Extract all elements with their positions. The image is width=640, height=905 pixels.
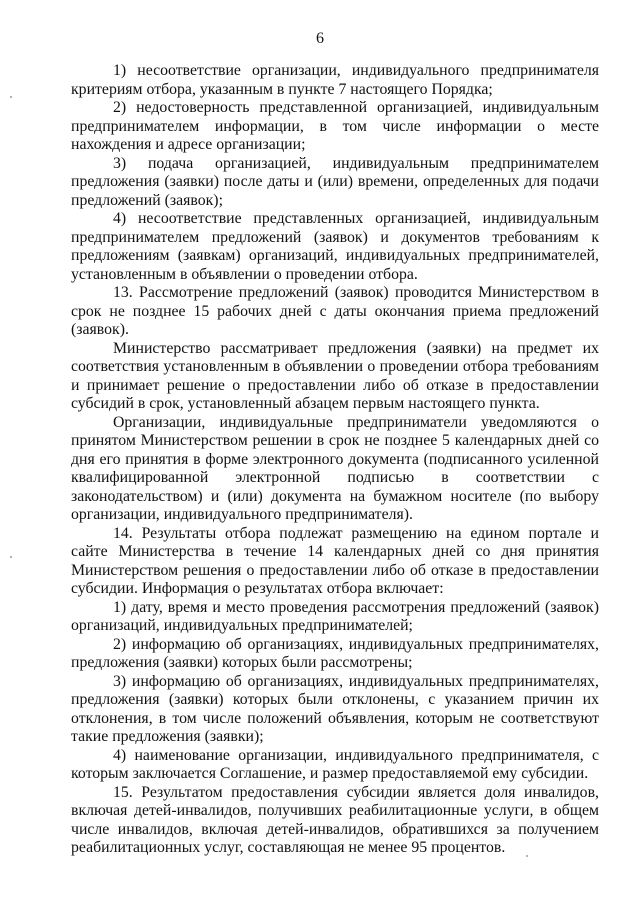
paragraph-result-item-1: 1) дату, время и место проведения рассмотрения предложений (заявок) организаций, индивидуальных предпринимателей; xyxy=(71,598,599,634)
scan-speck xyxy=(10,556,12,558)
paragraph-clause-13: 13. Рассмотрение предложений (заявок) проводится Министерством в срок не позднее 15 рабочих дней с даты окончания приема предложений (заявок). xyxy=(71,284,599,338)
paragraph-reason-3: 3) подача организацией, индивидуальным предпринимателем предложения (заявки) после даты и (или) времени, определенных для подачи предложений (заявок); xyxy=(71,154,599,209)
paragraph-notification: Организации, индивидуальные предприниматели уведомляются о принятом Министерством решении в срок не позднее 5 календарных дней со дня его принятия в форме электронного документа (подписанного усиленной квалифицированной электронной подписью в соответствии с законодательством) и (или) документа на бумажном носителе (по выбору организации, индивидуального предпринимателя). xyxy=(71,413,599,523)
paragraph-result-item-2: 2) информацию об организациях, индивидуальных предпринимателях, предложения (заявки) которых были рассмотрены; xyxy=(71,635,599,671)
scan-speck xyxy=(10,96,12,98)
paragraph-result-item-4: 4) наименование организации, индивидуального предпринимателя, с которым заключается Соглашение, и размер предоставляемой ему субсидии. xyxy=(71,746,599,782)
document-body xyxy=(71,62,599,858)
paragraph-result-item-3: 3) информацию об организациях, индивидуальных предпринимателях, предложения (заявки) которых были отклонены, с указанием причин их отклонения, в том числе положений объявления, которым не соответствуют такие предложения (заявки); xyxy=(71,672,599,745)
page-number: 6 xyxy=(316,30,324,47)
paragraph-clause-14: 14. Результаты отбора подлежат размещению на едином портале и сайте Министерства в течение 14 календарных дней со дня принятия Министерством решения о предоставлении либо об отказе в предоставлении субсидии. Информация о результатах отбора включает: xyxy=(71,524,599,597)
paragraph-reason-4: 4) несоответствие представленных организацией, индивидуальным предпринимателем предложений (заявок) и документов требованиям к предложениям (заявкам) организаций, индивидуальных предпринимателей, установленным в объявлении о проведении отбора. xyxy=(71,210,599,283)
paragraph-ministry-review: Министерство рассматривает предложения (заявки) на предмет их соответствия установленным в объявлении о проведении отбора требованиям и принимает решение о предоставлении либо об отказе в предоставлении субсидий в срок, установленный абзацем первым настоящего пункта. xyxy=(71,339,599,412)
paragraph-reason-1: 1) несоответствие организации, индивидуального предпринимателя критериям отбора, указанным в пункте 7 настоящего Порядка; xyxy=(71,62,599,98)
paragraph-reason-2: 2) недостоверность представленной организацией, индивидуальным предпринимателем информации, в том числе информации о месте нахождения и адресе организации; xyxy=(71,99,599,153)
scan-speck xyxy=(526,855,528,857)
paragraph-clause-15: 15. Результатом предоставления субсидии является доля инвалидов, включая детей-инвалидов, получивших реабилитационные услуги, в общем числе инвалидов, включая детей-инвалидов, обратившихся за получением реабилитационных услуг, составляющая не менее 95 процентов. xyxy=(71,783,599,856)
